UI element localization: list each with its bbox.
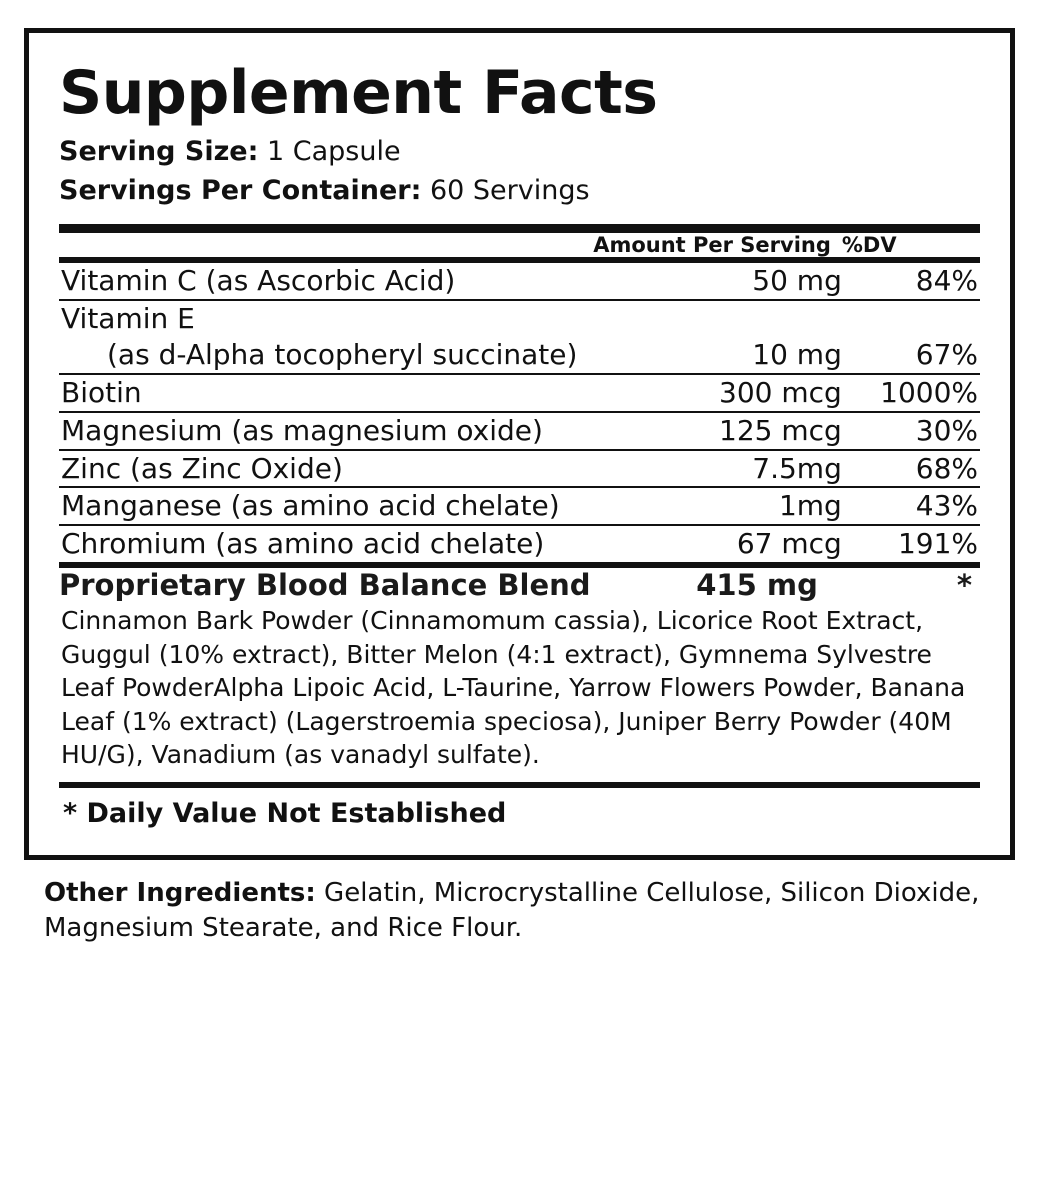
nutrient-name: Vitamin E: [61, 302, 195, 336]
nutrient-dv: 68%: [842, 450, 980, 488]
nutrient-rows-table: [59, 263, 980, 562]
nutrition-table: [59, 233, 980, 257]
nutrient-name: Magnesium (as magnesium oxide): [59, 412, 593, 450]
table-row: [59, 450, 980, 488]
nutrient-dv: 67%: [842, 300, 980, 374]
nutrient-amount: 1mg: [593, 487, 842, 525]
nutrient-amount: 50 mg: [752, 264, 842, 298]
nutrient-dv: 1000%: [842, 374, 980, 412]
nutrient-dv: 84%: [915, 264, 978, 298]
table-row: [59, 263, 980, 300]
header-spacer: [59, 233, 593, 257]
divider-top-thick: [59, 224, 980, 233]
other-ingredients-value: Gelatin, Microcrystalline Cellulose, Silicon Dioxide, Magnesium Stearate, and Rice Flour.: [44, 877, 980, 944]
table-row: [59, 487, 980, 525]
table-header-row: [59, 233, 980, 257]
servings-per-container-value: 60 Servings: [429, 175, 590, 207]
nutrient-name: Biotin: [59, 374, 593, 412]
serving-size-line: [59, 132, 980, 171]
table-row: [59, 525, 980, 562]
blend-ingredients: Cinnamon Bark Powder (Cinnamomum cassia), Licorice Root Extract, Guggul (10% extract), Bitter Melon (4:1 extract), Gymnema Sylvestre Leaf PowderAlpha Lipoic Acid, L-Taurine, Yarrow Flowers Powder, Banana Leaf (1% extract) (Lagerstroemia speciosa), Juniper Berry Powder (40M HU/G), Vanadium (as vanadyl sulfate).: [61, 606, 966, 770]
servings-per-container-label: Servings Per Container:: [59, 175, 422, 207]
nutrient-name: Chromium (as amino acid chelate): [59, 525, 593, 562]
nutrient-name: Manganese (as amino acid chelate): [59, 487, 593, 525]
nutrient-amount: 7.5mg: [593, 450, 842, 488]
blend-dv: *: [956, 568, 972, 603]
blend-name: Proprietary Blood Balance Blend: [59, 568, 591, 603]
serving-size-value: 1 Capsule: [267, 136, 401, 168]
blend-row: [59, 568, 980, 602]
table-row: [59, 300, 980, 374]
other-ingredients: [24, 860, 1015, 948]
header-percent-dv: %DV: [841, 233, 897, 258]
page-title: Supplement Facts: [59, 58, 658, 128]
nutrient-amount: 10 mg: [593, 300, 842, 374]
table-row: [59, 412, 980, 450]
servings-per-container-line: [59, 171, 980, 210]
daily-value-footnote: * Daily Value Not Established: [63, 797, 507, 829]
nutrient-dv: 191%: [842, 525, 980, 562]
other-ingredients-label: Other Ingredients:: [44, 877, 316, 908]
nutrient-amount: 300 mcg: [593, 374, 842, 412]
nutrient-dv: 43%: [842, 487, 980, 525]
blend-amount: 415 mg: [696, 568, 818, 603]
nutrient-name: Vitamin C (as Ascorbic Acid): [61, 264, 456, 298]
nutrient-amount: 67 mcg: [593, 525, 842, 562]
nutrient-dv: 30%: [842, 412, 980, 450]
supplement-facts-panel: [24, 28, 1015, 860]
nutrient-subname: (as d-Alpha tocopheryl succinate): [107, 338, 578, 372]
nutrient-name: Zinc (as Zinc Oxide): [59, 450, 593, 488]
nutrient-name-cell: [59, 300, 593, 374]
table-row: [59, 374, 980, 412]
header-amount-per-serving: Amount Per Serving: [593, 233, 831, 258]
blend-table: [59, 568, 980, 602]
serving-size-label: Serving Size:: [59, 136, 259, 168]
nutrient-amount: 125 mcg: [593, 412, 842, 450]
